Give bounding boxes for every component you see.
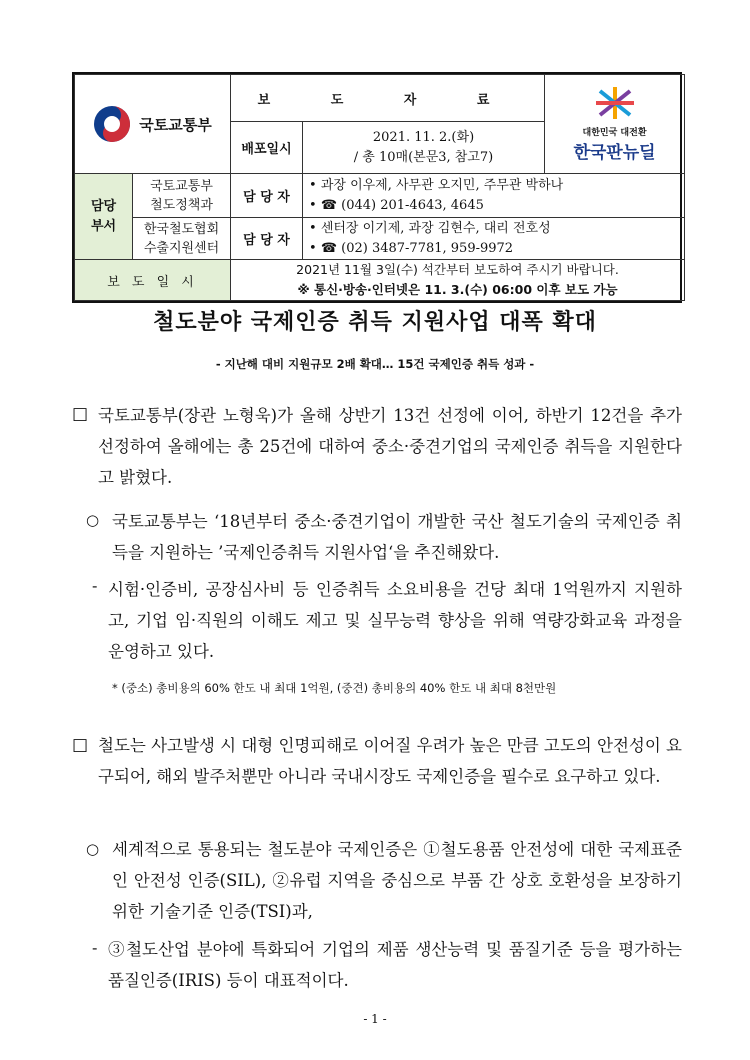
release-info — [303, 122, 545, 174]
person1-phone: • ☎ (044) 201-4643, 4645 — [309, 197, 484, 213]
paragraph-4: 철도는 사고발생 시 대형 인명피해로 이어질 우려가 높은 만큼 고도의 안전성이 요구되어, 해외 발주처뿐만 아니라 국내시장도 국제인증을 필수로 요구하고 있다. — [98, 736, 682, 786]
release-label: 배포일시 — [231, 122, 303, 174]
person1-names: • 과장 이우제, 사무관 오지민, 주무관 박하나 — [309, 177, 564, 193]
dept-molit: 국토교통부 철도정책과 — [133, 174, 231, 218]
page-number: - 1 - — [363, 1012, 387, 1026]
ministry-logo-cell — [75, 75, 231, 174]
report-line-2: ※ 통신·방송·인터넷은 11. 3.(수) 06:00 이후 보도 가능 — [297, 282, 618, 297]
report-label: 보 도 일 시 — [75, 260, 231, 301]
page-count: / 총 10매(본문3, 참고7) — [353, 149, 494, 165]
paragraph-6: ③철도산업 분야에 특화되어 기업의 제품 생산능력 및 품질기준 등을 평가하는 품질인증(IRIS) 등이 대표적이다. — [108, 940, 682, 990]
ministry-name: 국토교통부 — [139, 115, 212, 134]
dept-label: 담당 부서 — [75, 174, 133, 260]
paragraph-5: 세계적으로 통용되는 철도분야 국제인증은 ①철도용품 안전성에 대한 국제표준인 안전성 인증(SIL), ②유럽 지역을 중심으로 부품 간 상호 호환성을 보장하기 위한 기술기준 인증(TSI)과, — [112, 840, 682, 921]
footnote: * (중소) 총비용의 60% 한도 내 최대 1억원, (중견) 총비용의 40% 한도 내 최대 8천만원 — [112, 681, 557, 695]
new-deal-logo — [545, 75, 685, 174]
taegeuk-logo-icon — [93, 105, 131, 143]
release-date: 2021. 11. 2.(화) — [372, 129, 475, 145]
paragraph-3: 시험·인증비, 공장심사비 등 인증취득 소요비용을 건당 최대 1억원까지 지원하고, 기업 임·직원의 이해도 제고 및 실무능력 향상을 위해 역량강화교육 과정을 운영하고 있다. — [108, 580, 682, 661]
dept-korail-association: 한국철도협회 수출지원센터 — [133, 218, 231, 260]
headline: 철도분야 국제인증 취득 지원사업 대폭 확대 — [153, 310, 597, 335]
new-deal-star-icon — [592, 85, 638, 121]
p4-bullet: □ — [72, 735, 89, 755]
slogan-big: 한국판뉴딜 — [573, 143, 656, 163]
person-label-1: 담 당 자 — [231, 174, 303, 218]
p3-bullet: - — [92, 576, 98, 595]
paragraph-2: 국토교통부는 ‘18년부터 중소·중견기업이 개발한 국산 철도기술의 국제인증 취득을 지원하는 ’국제인증취득 지원사업‘을 추진해왔다. — [112, 512, 682, 562]
person2-names: • 센터장 이기제, 과장 김현수, 대리 전호성 — [309, 220, 551, 236]
p2-bullet: ○ — [86, 511, 100, 529]
slogan-small: 대한민국 대전환 — [582, 128, 647, 138]
person-info-2 — [303, 218, 685, 260]
person-info-1 — [303, 174, 685, 218]
press-release-header — [72, 72, 682, 303]
subheadline: - 지난해 대비 지원규모 2배 확대… 15건 국제인증 취득 성과 - — [215, 357, 535, 371]
document-title: 보 도 자 료 — [231, 75, 545, 122]
paragraph-1: 국토교통부(장관 노형욱)가 올해 상반기 13건 선정에 이어, 하반기 12건을 추가 선정하여 올해에는 총 25건에 대하여 중소·중견기업의 국제인증 취득을 지원한다고 밝혔다. — [98, 406, 682, 487]
report-line-1: 2021년 11월 3일(수) 석간부터 보도하여 주시기 바랍니다. — [296, 262, 619, 277]
report-info — [231, 260, 685, 301]
p5-bullet: ○ — [86, 840, 100, 858]
p6-bullet: - — [92, 938, 98, 957]
p1-bullet: □ — [72, 404, 89, 424]
person2-phone: • ☎ (02) 3487-7781, 959-9972 — [309, 240, 514, 256]
person-label-2: 담 당 자 — [231, 218, 303, 260]
